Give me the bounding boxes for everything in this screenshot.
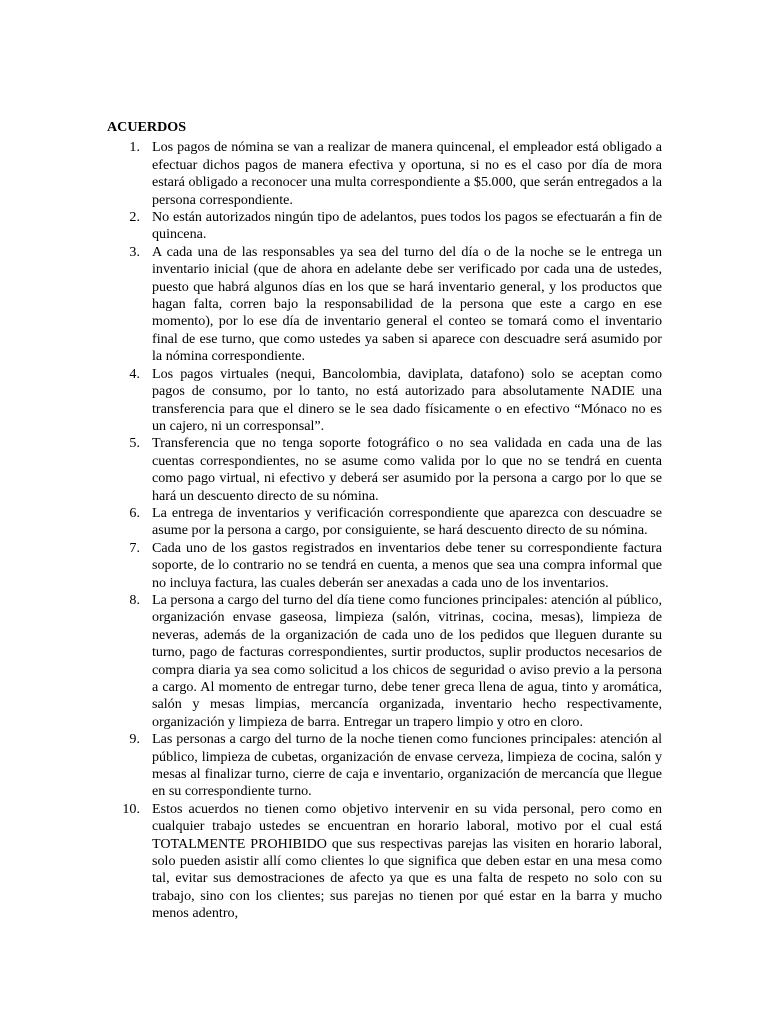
- agreement-item-3: [107, 244, 662, 366]
- item-text: Las personas a cargo del turno de la noche tienen como funciones principales: atención al público, limpieza de cubetas, organización de envase cerveza, limpieza de cocina, salón y mesas al finalizar turno, cierre de caja e inventario, organización de mercancía que llegue en su correspondiente turno.: [152, 731, 662, 800]
- item-number: 1.: [129, 139, 140, 156]
- item-number: 7.: [129, 539, 140, 556]
- item-number: 9.: [129, 731, 140, 748]
- item-number: 4.: [129, 365, 140, 382]
- agreement-item-6: [107, 505, 662, 540]
- item-text: No están autorizados ningún tipo de adelantos, pues todos los pagos se efectuarán a fin de quincena.: [152, 209, 662, 243]
- item-number: 6.: [129, 504, 140, 521]
- agreement-item-10: [107, 801, 662, 923]
- item-text: La entrega de inventarios y verificación correspondiente que aparezca con descuadre se asume por la persona a cargo, por consiguiente, se hará descuento directo de su nómina.: [152, 504, 662, 539]
- item-number: 3.: [129, 243, 140, 260]
- agreement-item-5: [107, 435, 662, 505]
- item-text: A cada una de las responsables ya sea del turno del día o de la noche se le entrega un inventario inicial (que de ahora en adelante debe ser verificado por cada una de ustedes, puesto que habrá algunos días en los que se hará inventario general, y los productos que hagan falta, corren bajo la responsabilidad de la persona que este a cargo en ese momento), por lo ese día de inventario general el conteo se tomará como el inventario final de ese turno, que como ustedes ya saben si aparece con descuadre será asumido por la nómina correspondiente.: [152, 243, 662, 365]
- item-number: 10.: [122, 800, 140, 817]
- agreement-item-2: [107, 209, 662, 244]
- agreements-list: [107, 139, 662, 922]
- document-heading: ACUERDOS: [107, 119, 187, 135]
- item-text: Cada uno de los gastos registrados en inventarios debe tener su correspondiente factura soporte, de lo contrario no se tendrá en cuenta, a menos que sea una compra informal que no incluya factura, las cuales deberán ser anexadas a cada uno de los inventarios.: [152, 539, 662, 591]
- agreement-item-8: [107, 592, 662, 731]
- item-text: La persona a cargo del turno del día tiene como funciones principales: atención al público, organización envase gaseosa, limpieza (salón, vitrinas, cocina, mesas), limpieza de neveras, además de la organización de cada uno de los pedidos que lleguen durante su turno, pago de facturas correspondientes, surtir productos, suplir productos necesarios de compra diaria ya sea como solicitud a los chicos de seguridad o aviso previo a la persona a cargo. Al momento de entregar turno, debe tener greca llena de agua, tinto y aromática, salón y mesas limpias, mercancía organizada, inventario hecho respectivamente, organización y limpieza de barra. Entregar un trapero limpio y otro en cloro.: [152, 591, 662, 730]
- item-number: 8.: [129, 591, 140, 608]
- agreement-item-7: [107, 540, 662, 592]
- item-text: Los pagos de nómina se van a realizar de manera quincenal, el empleador está obligado a efectuar dichos pagos de manera efectiva y oportuna, si no es el caso por día de mora estará obligado a reconocer una multa correspondiente a $5.000, que serán entregados a la persona correspondiente.: [152, 139, 662, 208]
- item-text: Transferencia que no tenga soporte fotográfico o no sea validada en cada una de las cuentas correspondientes, no se asume como valida por lo que no se tendrá en cuenta como pago virtual, ni efectivo y deberá ser asumido por la persona a cargo por lo que se hará un descuento directo de su nómina.: [152, 435, 662, 504]
- item-text: Los pagos virtuales (nequi, Bancolombia, daviplata, datafono) solo se aceptan como pagos de consumo, por lo tanto, no está autorizado para absolutamente NADIE una transferencia para que el dinero se le sea dado físicamente o en efectivo “Mónaco no es un cajero, ni un corresponsal”.: [152, 365, 662, 434]
- agreement-item-9: [107, 731, 662, 801]
- item-number: 5.: [129, 435, 140, 452]
- agreement-item-4: [107, 366, 662, 436]
- item-text: Estos acuerdos no tienen como objetivo intervenir en su vida personal, pero como en cualquier trabajo ustedes se encuentran en horario laboral, motivo por el cual está TOTALMENTE PROHIBIDO que sus respectivas parejas las visiten en horario laboral, solo pueden asistir allí como clientes lo que significa que deben estar en una mesa como tal, evitar sus demostraciones de afecto ya que es una falta de respeto no solo con su trabajo, sino con los clientes; sus parejas no tienen por qué estar en la barra y mucho menos adentro,: [152, 800, 662, 922]
- document-body: [107, 119, 662, 923]
- item-number: 2.: [129, 209, 140, 226]
- agreement-item-1: [107, 139, 662, 209]
